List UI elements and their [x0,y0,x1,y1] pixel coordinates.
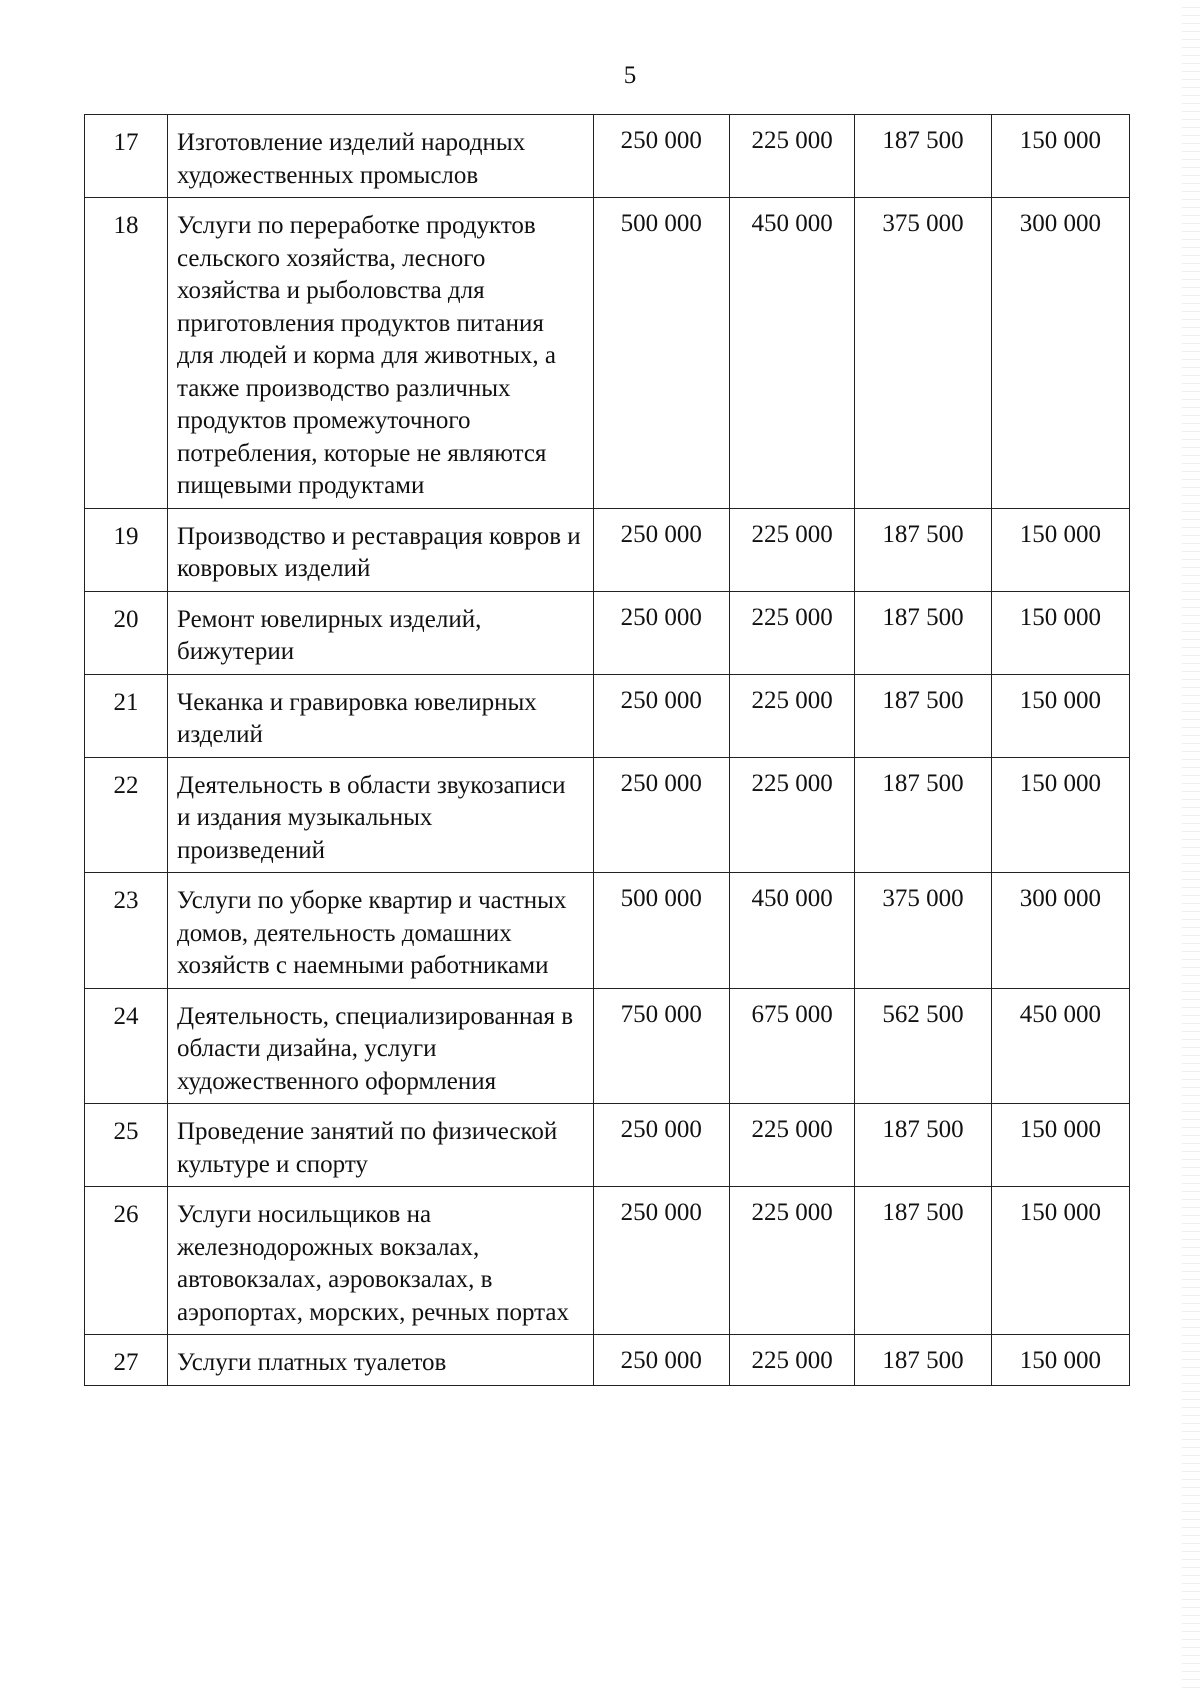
value-col-3-cell: 375 000 [855,873,991,989]
value-col-1-cell: 250 000 [593,1335,729,1386]
page-number: 5 [623,62,637,89]
value-col-2-cell: 225 000 [729,674,855,757]
value-col-3-cell: 187 500 [855,674,991,757]
value-col-4-cell: 150 000 [991,1104,1129,1187]
row-number-cell: 22 [85,757,168,873]
value-col-3-cell: 187 500 [855,591,991,674]
value-col-1-cell: 250 000 [593,1187,729,1335]
row-number-cell: 24 [85,988,168,1104]
activity-name-cell: Деятельность, специализированная в области дизайна, услуги художественного оформления [168,988,594,1104]
table-row [85,115,1130,198]
value-col-4-cell: 300 000 [991,198,1129,509]
value-col-4-cell: 300 000 [991,873,1129,989]
value-col-3-cell: 187 500 [855,757,991,873]
value-col-3-cell: 187 500 [855,115,991,198]
value-col-2-cell: 675 000 [729,988,855,1104]
row-number-cell: 18 [85,198,168,509]
row-number-cell: 20 [85,591,168,674]
tariff-table [84,114,1130,1386]
value-col-1-cell: 250 000 [593,591,729,674]
row-number-cell: 26 [85,1187,168,1335]
value-col-3-cell: 187 500 [855,1104,991,1187]
value-col-4-cell: 150 000 [991,508,1129,591]
value-col-1-cell: 500 000 [593,873,729,989]
row-number-cell: 21 [85,674,168,757]
value-col-3-cell: 187 500 [855,1335,991,1386]
table-row [85,873,1130,989]
value-col-2-cell: 225 000 [729,591,855,674]
value-col-2-cell: 225 000 [729,1335,855,1386]
table-row [85,674,1130,757]
value-col-1-cell: 250 000 [593,1104,729,1187]
value-col-4-cell: 150 000 [991,591,1129,674]
activity-name-cell: Услуги носильщиков на железнодорожных вокзалах, автовокзалах, аэровокзалах, в аэропортах, морских, речных портах [168,1187,594,1335]
table-row [85,591,1130,674]
activity-name-cell: Проведение занятий по физической культуре и спорту [168,1104,594,1187]
value-col-1-cell: 250 000 [593,757,729,873]
value-col-1-cell: 750 000 [593,988,729,1104]
value-col-4-cell: 150 000 [991,757,1129,873]
activity-name-cell: Производство и реставрация ковров и ковровых изделий [168,508,594,591]
value-col-4-cell: 150 000 [991,1335,1129,1386]
value-col-4-cell: 150 000 [991,674,1129,757]
row-number-cell: 27 [85,1335,168,1386]
value-col-4-cell: 450 000 [991,988,1129,1104]
value-col-3-cell: 375 000 [855,198,991,509]
value-col-2-cell: 225 000 [729,1104,855,1187]
value-col-2-cell: 450 000 [729,873,855,989]
activity-name-cell: Изготовление изделий народных художественных промыслов [168,115,594,198]
value-col-2-cell: 225 000 [729,115,855,198]
activity-name-cell: Чеканка и гравировка ювелирных изделий [168,674,594,757]
table-row [85,1187,1130,1335]
row-number-cell: 25 [85,1104,168,1187]
value-col-2-cell: 225 000 [729,757,855,873]
row-number-cell: 19 [85,508,168,591]
activity-name-cell: Услуги по уборке квартир и частных домов, деятельность домашних хозяйств с наемными работниками [168,873,594,989]
activity-name-cell: Услуги по переработке продуктов сельского хозяйства, лесного хозяйства и рыболовства для приготовления продуктов питания для людей и корма для животных, а также производство различных продуктов промежуточного потребления, которые не являются пищевыми продуктами [168,198,594,509]
table-row [85,988,1130,1104]
value-col-3-cell: 187 500 [855,1187,991,1335]
scan-edge [1182,0,1200,1695]
value-col-2-cell: 225 000 [729,1187,855,1335]
value-col-1-cell: 500 000 [593,198,729,509]
value-col-3-cell: 562 500 [855,988,991,1104]
table-row [85,1104,1130,1187]
value-col-3-cell: 187 500 [855,508,991,591]
row-number-cell: 17 [85,115,168,198]
activity-name-cell: Ремонт ювелирных изделий, бижутерии [168,591,594,674]
value-col-2-cell: 450 000 [729,198,855,509]
activity-name-cell: Деятельность в области звукозаписи и издания музыкальных произведений [168,757,594,873]
value-col-1-cell: 250 000 [593,115,729,198]
value-col-4-cell: 150 000 [991,1187,1129,1335]
value-col-2-cell: 225 000 [729,508,855,591]
table-row [85,757,1130,873]
table-row [85,508,1130,591]
value-col-4-cell: 150 000 [991,115,1129,198]
activity-name-cell: Услуги платных туалетов [168,1335,594,1386]
value-col-1-cell: 250 000 [593,508,729,591]
table-row [85,1335,1130,1386]
value-col-1-cell: 250 000 [593,674,729,757]
table-row [85,198,1130,509]
row-number-cell: 23 [85,873,168,989]
